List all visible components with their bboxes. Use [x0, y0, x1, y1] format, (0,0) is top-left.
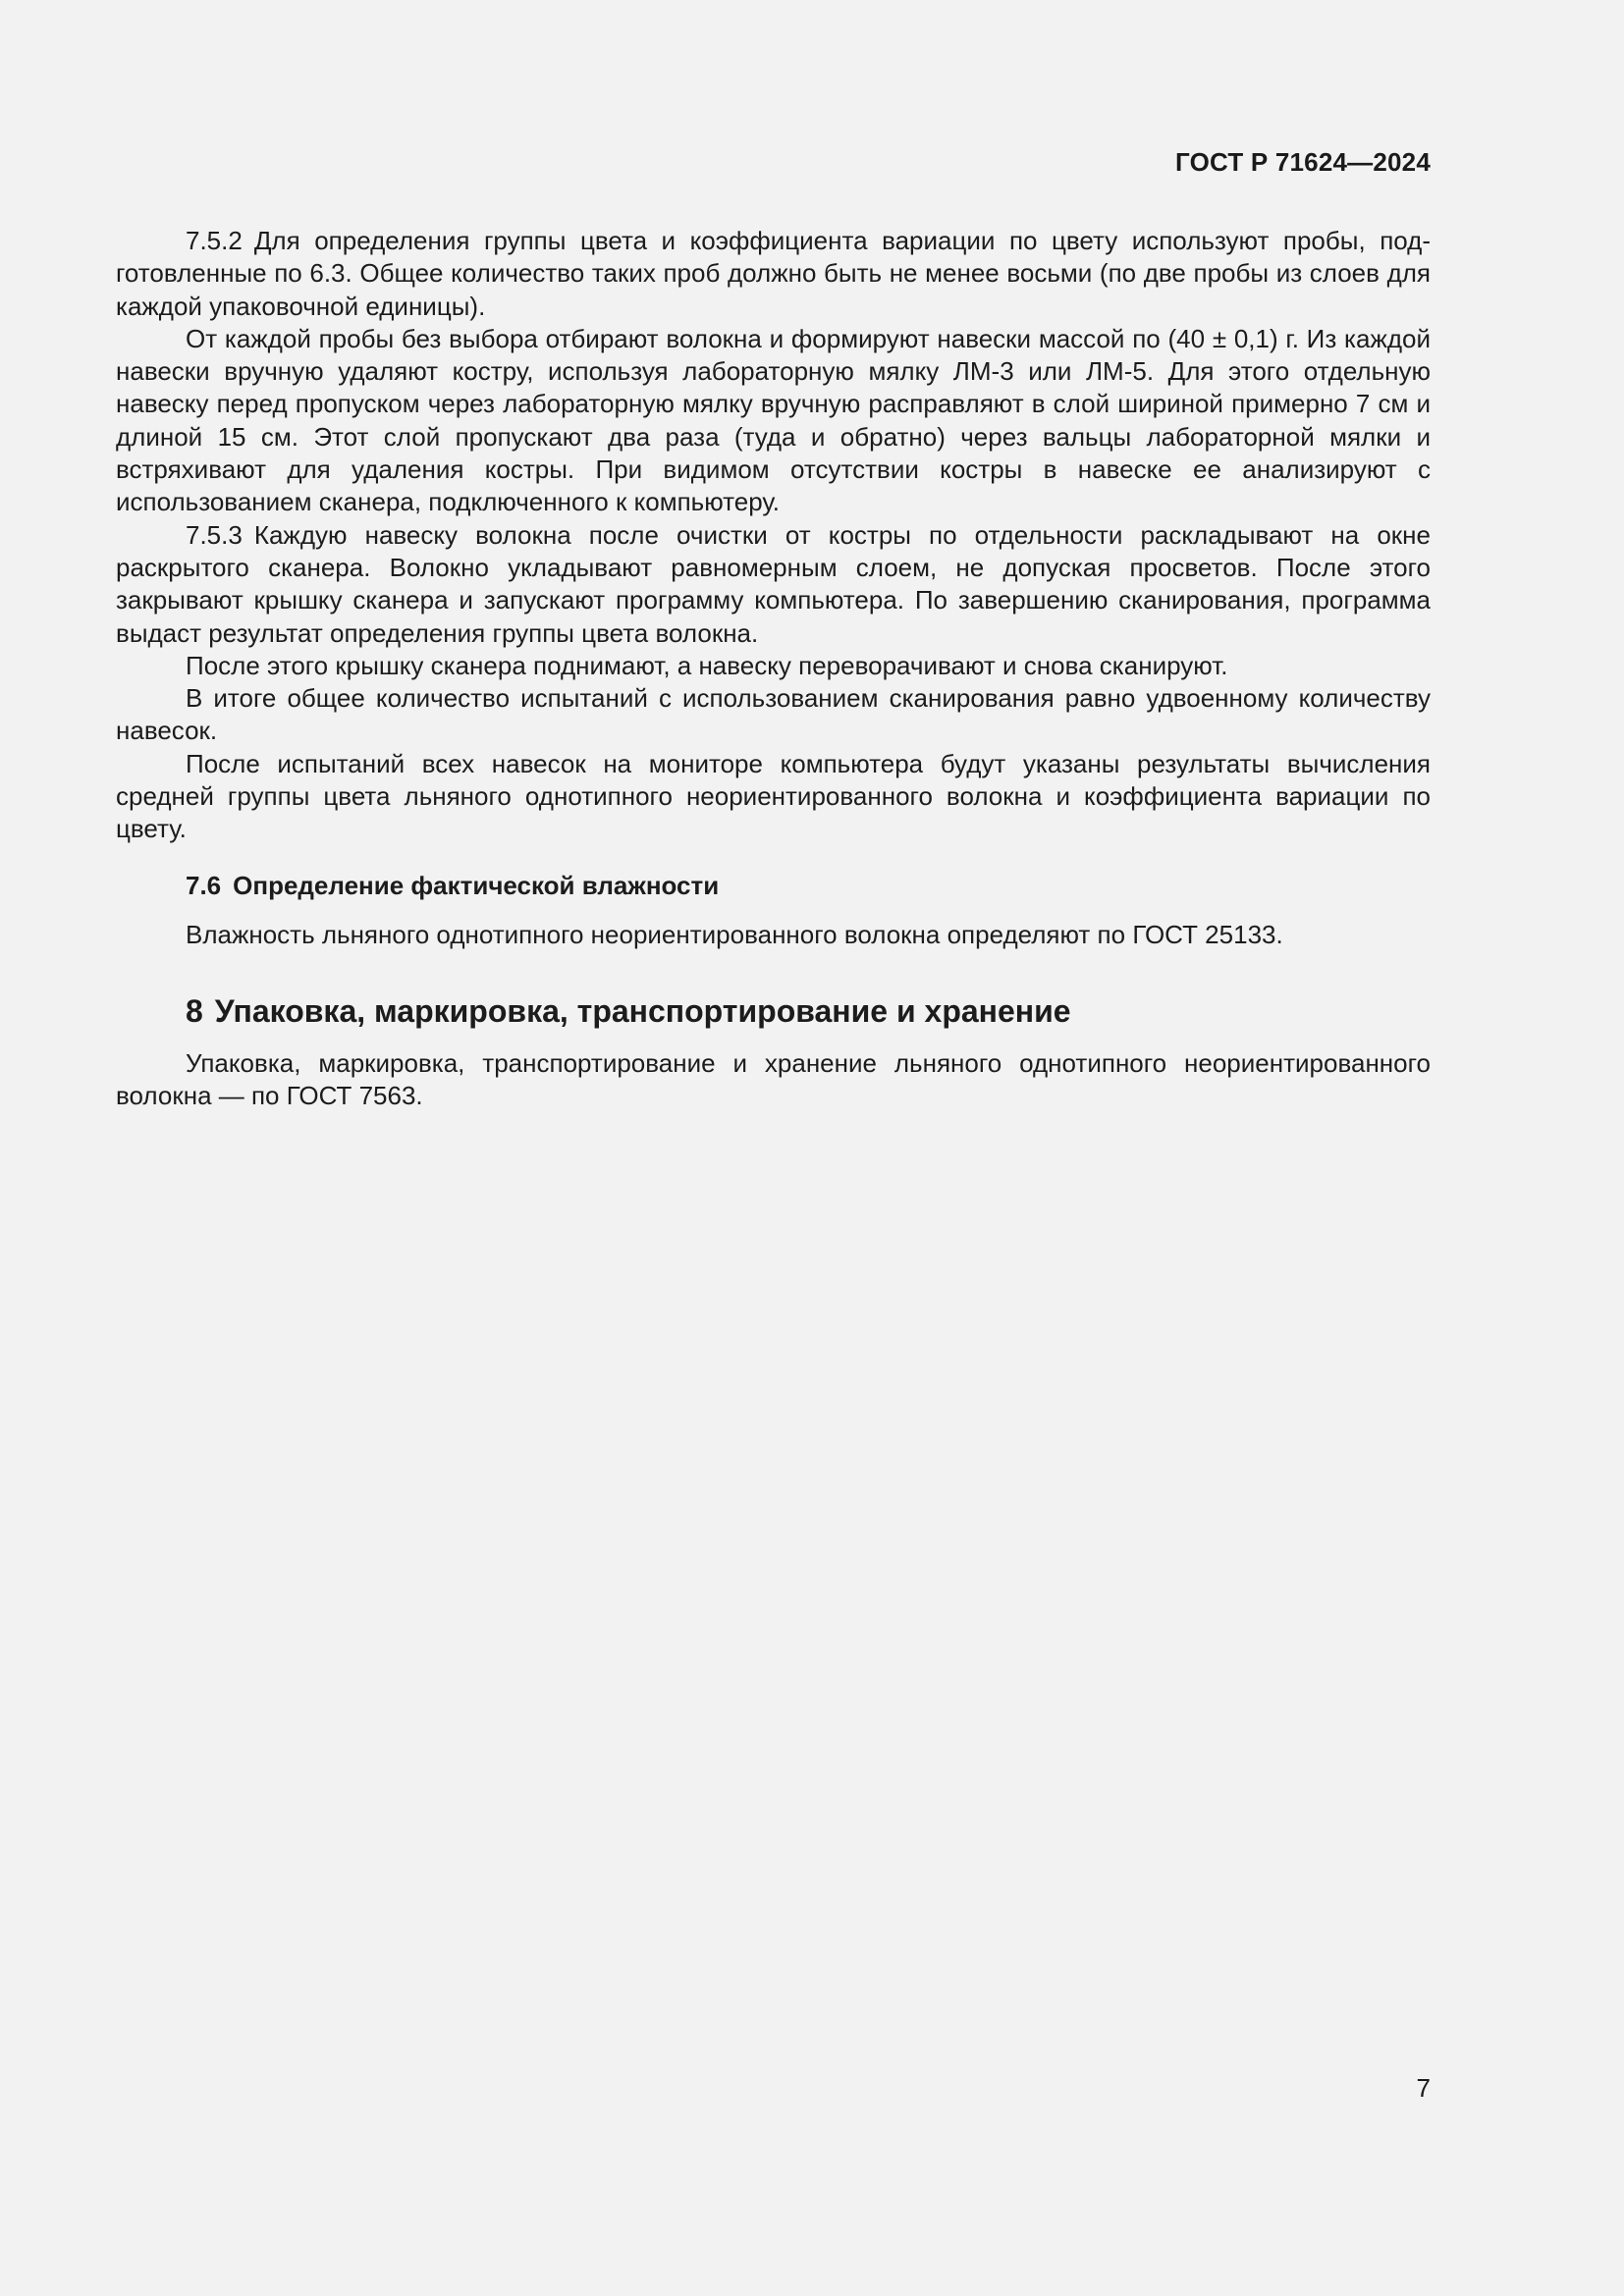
- clause-number: 7.5.3: [186, 519, 243, 550]
- subsection-title: Определение фактической влажности: [233, 870, 720, 900]
- page-content: [116, 225, 1431, 1113]
- section-title: Упаковка, маркировка, транспортирование и хранение: [214, 992, 1071, 1029]
- section-heading-8: [186, 991, 1431, 1031]
- paragraph-7-5-2: [116, 225, 1431, 323]
- paragraph-flip: После этого крышку сканера поднимают, а навеску переворачивают и снова сканируют.: [186, 650, 1228, 680]
- paragraph-text: Для определения группы цвета и коэффициента вариации по цвету используют пробы, подготовленные по 6.3. Общее количество таких проб должно быть не менее восьми (по две пробы из слоев для каждой упаковочной единицы).: [116, 226, 1431, 321]
- clause-number: 7.5.2: [186, 226, 243, 255]
- paragraph-packaging: Упаковка, маркировка, транспортирование и хранение льняного однотипного неориентированного волокна — по ГОСТ 7563.: [116, 1047, 1431, 1111]
- subsection-number: 7.6: [186, 870, 222, 900]
- section-number: 8: [186, 992, 203, 1029]
- paragraph-moisture: Влажность льняного однотипного неориентированного волокна определяют по ГОСТ 25133.: [186, 919, 1283, 949]
- document-code-header: ГОСТ Р 71624—2024: [1175, 147, 1431, 177]
- paragraph-sampling: От каждой пробы без выбора отбирают волокна и формируют навески массой по (40 ± 0,1) г. Из каждой навески вручную удаляют костру, используя лабораторную мялку ЛМ-3 или ЛМ-5. Для этого отдельную навеску перед пропуском через лабораторную мялку вручную расправляют в слой шириной примерно 7 см и длиной 15 см. Этот слой пропускают два раза (туда и обратно) через вальцы лабораторной мялки и встряхивают для удаления костры. При видимом отсутствии костры в навеске ее анализируют с использованием сканера, подключенного к компьютеру.: [116, 323, 1431, 517]
- paragraph-total: В итоге общее количество испытаний с использованием сканирования равно удвоенному количеству навесок.: [116, 683, 1431, 746]
- paragraph-results: После испытаний всех навесок на мониторе компьютера будут указаны результаты вычисления средней группы цвета льняного однотипного неориентированного волокна и коэффициента вариации по цвету.: [116, 748, 1431, 844]
- subsection-heading-7-6: [186, 870, 1431, 902]
- paragraph-text: Каждую навеску волокна после очистки от костры по отдельности раскладывают на окне раскрытого сканера. Волокно укладывают равномерным слоем, не допуская просветов. После этого закрывают крышку сканера и запускают программу компьютера. По завершению сканирования, программа выдаст результат определения группы цвета волокна.: [116, 519, 1431, 648]
- paragraph-7-5-3: [116, 519, 1431, 650]
- page-number: 7: [1416, 2073, 1431, 2103]
